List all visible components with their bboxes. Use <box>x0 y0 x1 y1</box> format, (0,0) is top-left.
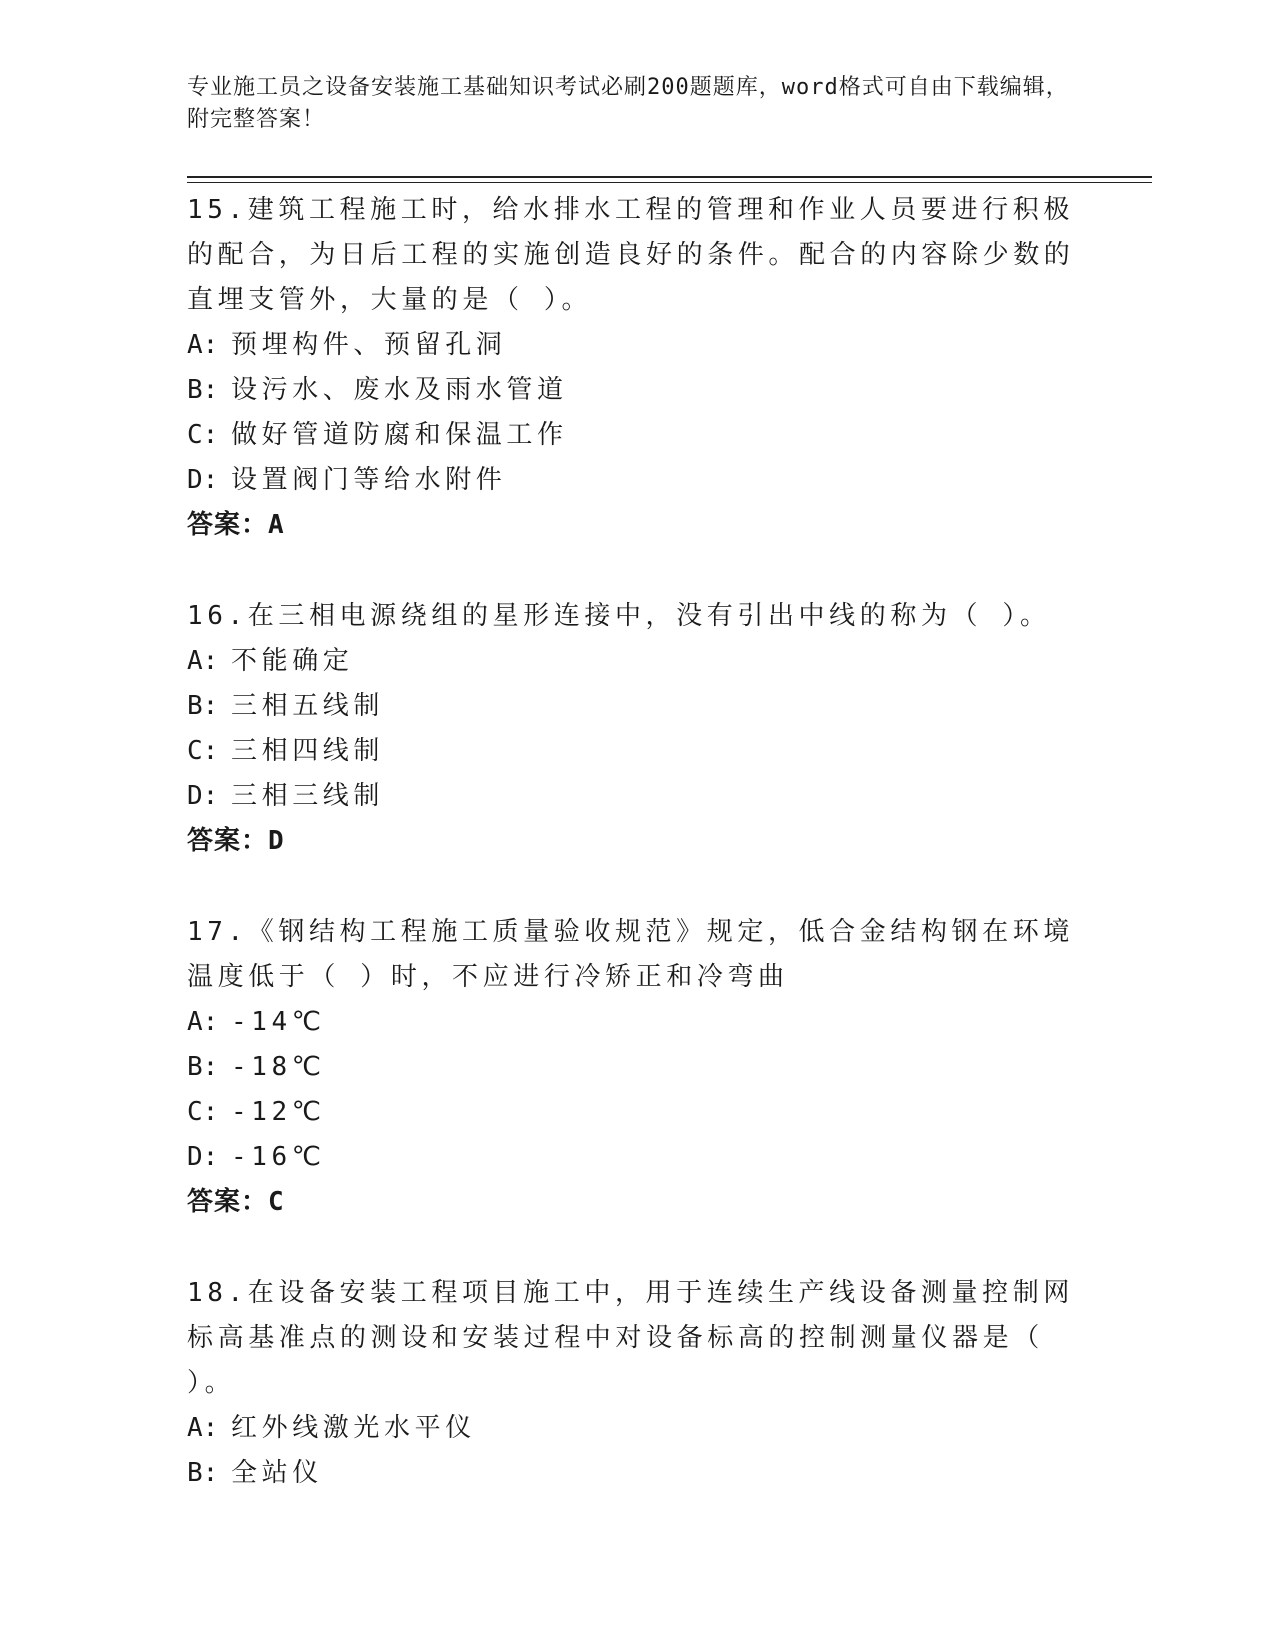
answer: 答案：D <box>187 826 285 856</box>
option-text: 三相三线制 <box>231 781 385 811</box>
option-text: 做好管道防腐和保温工作 <box>231 420 568 450</box>
header-rule-thin <box>187 182 1152 183</box>
option-d <box>187 1135 1087 1180</box>
option-b <box>187 684 1087 729</box>
option-a <box>187 1406 1087 1451</box>
question-text: 17.《钢结构工程施工质量验收规范》规定，低合金结构钢在环境温度低于（ ）时，不应进行冷矫正和冷弯曲 <box>187 917 1074 992</box>
option-letter: D: <box>187 1142 219 1172</box>
answer: 答案：A <box>187 510 285 540</box>
option-text: 设置阀门等给水附件 <box>231 465 507 495</box>
option-letter: D: <box>187 781 219 811</box>
option-c <box>187 413 1087 458</box>
option-text: -14℃ <box>231 1007 326 1037</box>
option-b <box>187 368 1087 413</box>
document-header: 专业施工员之设备安装施工基础知识考试必刷200题题库，word格式可自由下载编辑，附完整答案！ <box>187 75 1069 132</box>
option-d <box>187 774 1087 819</box>
option-d <box>187 458 1087 503</box>
question-15 <box>187 188 1087 548</box>
option-letter: A: <box>187 1413 219 1443</box>
option-letter: C: <box>187 420 219 450</box>
option-letter: B: <box>187 1052 219 1082</box>
option-text: 三相五线制 <box>231 691 385 721</box>
option-a <box>187 323 1087 368</box>
question-16 <box>187 594 1087 864</box>
option-letter: C: <box>187 736 219 766</box>
option-text: 不能确定 <box>231 646 354 676</box>
option-text: -18℃ <box>231 1052 326 1082</box>
header-rule-thick <box>187 176 1152 178</box>
question-17 <box>187 910 1087 1225</box>
option-b <box>187 1045 1087 1090</box>
question-text: 15.建筑工程施工时，给水排水工程的管理和作业人员要进行积极的配合，为日后工程的实施创造良好的条件。配合的内容除少数的直埋支管外，大量的是（ ）。 <box>187 195 1075 315</box>
question-18 <box>187 1271 1087 1496</box>
answer: 答案：C <box>187 1187 285 1217</box>
option-letter: D: <box>187 465 219 495</box>
option-text: 红外线激光水平仪 <box>231 1413 476 1443</box>
option-text: 设污水、废水及雨水管道 <box>231 375 568 405</box>
option-a <box>187 639 1087 684</box>
option-c <box>187 729 1087 774</box>
question-text: 16.在三相电源绕组的星形连接中，没有引出中线的称为（ ）。 <box>187 601 1051 631</box>
option-text: -12℃ <box>231 1097 326 1127</box>
option-text: 预埋构件、预留孔洞 <box>231 330 507 360</box>
option-letter: B: <box>187 375 219 405</box>
option-letter: A: <box>187 330 219 360</box>
option-text: -16℃ <box>231 1142 326 1172</box>
question-text: 18.在设备安装工程项目施工中，用于连续生产线设备测量控制网标高基准点的测设和安装过程中对设备标高的控制测量仪器是（ ）。 <box>187 1278 1074 1398</box>
question-list <box>187 188 1087 1542</box>
option-letter: B: <box>187 1458 219 1488</box>
option-c <box>187 1090 1087 1135</box>
option-a <box>187 1000 1087 1045</box>
option-letter: A: <box>187 646 219 676</box>
option-letter: A: <box>187 1007 219 1037</box>
option-text: 三相四线制 <box>231 736 385 766</box>
option-letter: C: <box>187 1097 219 1127</box>
option-b <box>187 1451 1087 1496</box>
option-letter: B: <box>187 691 219 721</box>
option-text: 全站仪 <box>231 1458 323 1488</box>
